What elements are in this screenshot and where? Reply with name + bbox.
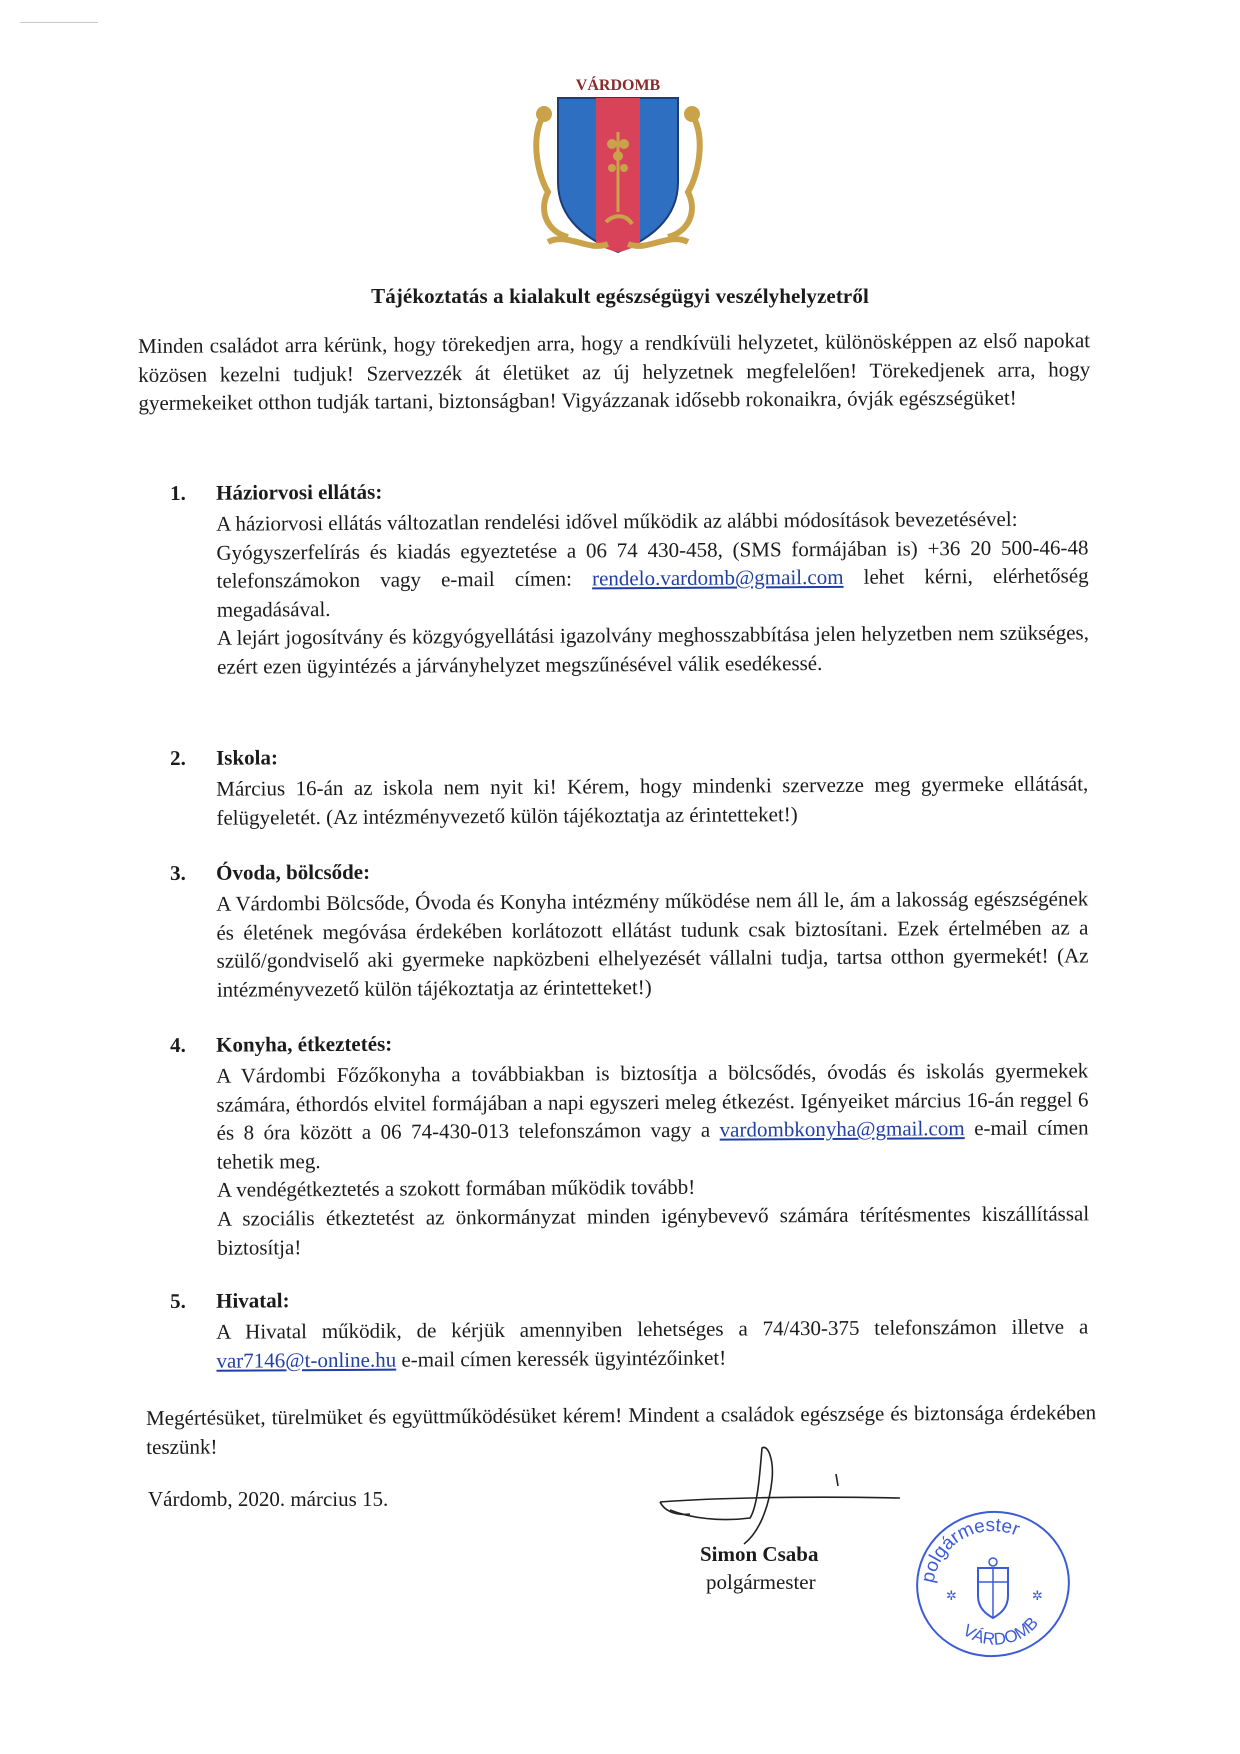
official-stamp-icon	[908, 1496, 1078, 1666]
svg-text:✲: ✲	[1032, 1589, 1043, 1604]
stamp-bottom-text: VÁRDOMB	[959, 1613, 1042, 1649]
section-number: 3.	[170, 860, 186, 885]
section-paragraph: A háziorvosi ellátás változatlan rendelési idővel működik az alábbi módosítások bevezetésével:	[216, 506, 1018, 536]
section-text: A Várdombi Főzőkonyha a továbbiakban is biztosítja a bölcsődés, óvodás és iskolás gyermekek számára, éthordós elvitel formájában a napi egyszeri meleg étkezést. Igényeiket március 16-án reggel 6 és 8 óra között a 06 74-430-013 telefonszámon vagy a	[216, 1058, 1089, 1145]
section-ovoda	[170, 855, 1110, 1002]
section-text: A Hivatal működik, de kérjük amennyiben lehetséges a 74/430-375 telefonszámon illetve a	[216, 1314, 1089, 1344]
section-body	[216, 1056, 1089, 1261]
email-link-hivatal[interactable]: var7146@t-online.hu	[216, 1347, 397, 1373]
section-body	[216, 769, 1088, 832]
section-paragraph	[216, 533, 1089, 624]
email-link-konyha[interactable]: vardombkonyha@gmail.com	[719, 1116, 965, 1142]
scan-mark	[20, 22, 98, 23]
intro-paragraph: Minden családot arra kérünk, hogy törekedjen arra, hogy a rendkívüli helyzetet, különösképpen az első napokat közösen kezelni tudjuk! Szervezzék át életüket az új helyzetnek megfelelően! Törekedjenek arra, hogy gyermekeiket otthon tudják tartani, biztonságban! Vigyázzanak idősebb rokonaikra, óvják egészségüket!	[138, 328, 1091, 415]
document-title: Tájékoztatás a kialakult egészségügyi veszélyhelyzetről	[371, 284, 869, 308]
stamp-top-text: polgármester	[917, 1514, 1023, 1585]
section-heading: Hivatal:	[215, 1288, 290, 1313]
dateline: Várdomb, 2020. március 15.	[148, 1487, 389, 1511]
section-paragraph: Március 16-án az iskola nem nyit ki! Kérem, hogy mindenki szervezze meg gyermeke ellátását, felügyeletét. (Az intézményvezető külön tájékoztatja az érintetteket!)	[216, 771, 1089, 830]
section-number: 1.	[170, 480, 186, 505]
section-body	[216, 504, 1089, 681]
section-paragraph: A szociális étkeztetést az önkormányzat minden igénybevevő számára térítésmentes kiszállítással biztosítja!	[217, 1201, 1090, 1260]
email-link-rendelo[interactable]: rendelo.vardomb@gmail.com	[591, 565, 844, 591]
coat-of-arms-icon	[518, 72, 718, 262]
section-body	[216, 884, 1089, 1004]
section-paragraph: A lejárt jogosítvány és közgyógyellátási igazolvány meghosszabbítása jelen helyzetben nem szükséges, ezért ezen ügyintézés a járványhelyzet megszűnésével válik esedékessé.	[216, 620, 1090, 679]
section-paragraph: A vendégétkeztetés a szokott formában működik tovább!	[216, 1175, 696, 1203]
section-haziorvosi	[170, 475, 1110, 679]
section-heading: Iskola:	[215, 745, 279, 770]
section-body	[216, 1312, 1088, 1375]
section-hivatal	[170, 1283, 1110, 1373]
section-number: 4.	[170, 1032, 186, 1057]
signer-name: Simon Csaba	[700, 1542, 819, 1566]
section-heading: Háziorvosi ellátás:	[215, 479, 383, 505]
section-text: lehet kérni, elérhetőség megadásával.	[216, 563, 1089, 622]
svg-text:✲: ✲	[946, 1589, 957, 1604]
section-text: Gyógyszerfelírás és kiadás egyeztetése a 06 74 430-458, (SMS formájában is) +36 20 500-46-48 telefonszámokon vagy e-mail címen:	[216, 534, 1089, 593]
section-paragraph: A Várdombi Bölcsőde, Óvoda és Konyha intézmény működése nem áll le, ám a lakosság egészségének és életének megóvása érdekében korlátozott ellátást tudunk csak biztosítani. Ezek értelmében az a szülő/gondviselő aki gyermeke napközbeni elhelyezését vállalni tudja, tartsa otthon gyermekét! (Az intézményvezető külön tájékoztatja az érintetteket!)	[216, 886, 1089, 1002]
section-text: e-mail címen tehetik meg.	[216, 1115, 1089, 1174]
signature-icon	[650, 1440, 910, 1550]
closing-paragraph: Megértésüket, türelmüket és együttműködésüket kérem! Mindent a családok egészsége és biztonsága érdekében teszünk!	[146, 1400, 1097, 1459]
section-iskola	[170, 740, 1110, 830]
section-text: e-mail címen keressék ügyintézőinket!	[396, 1345, 727, 1372]
section-konyha	[170, 1027, 1110, 1260]
section-number: 5.	[170, 1288, 186, 1313]
section-paragraph	[216, 1056, 1089, 1176]
section-number: 2.	[170, 745, 186, 770]
crest-label: VÁRDOMB	[575, 77, 661, 94]
signer-title: polgármester	[706, 1570, 816, 1594]
section-heading: Óvoda, bölcsőde:	[215, 859, 371, 885]
section-heading: Konyha, étkeztetés:	[215, 1031, 393, 1057]
section-paragraph	[216, 1312, 1088, 1375]
